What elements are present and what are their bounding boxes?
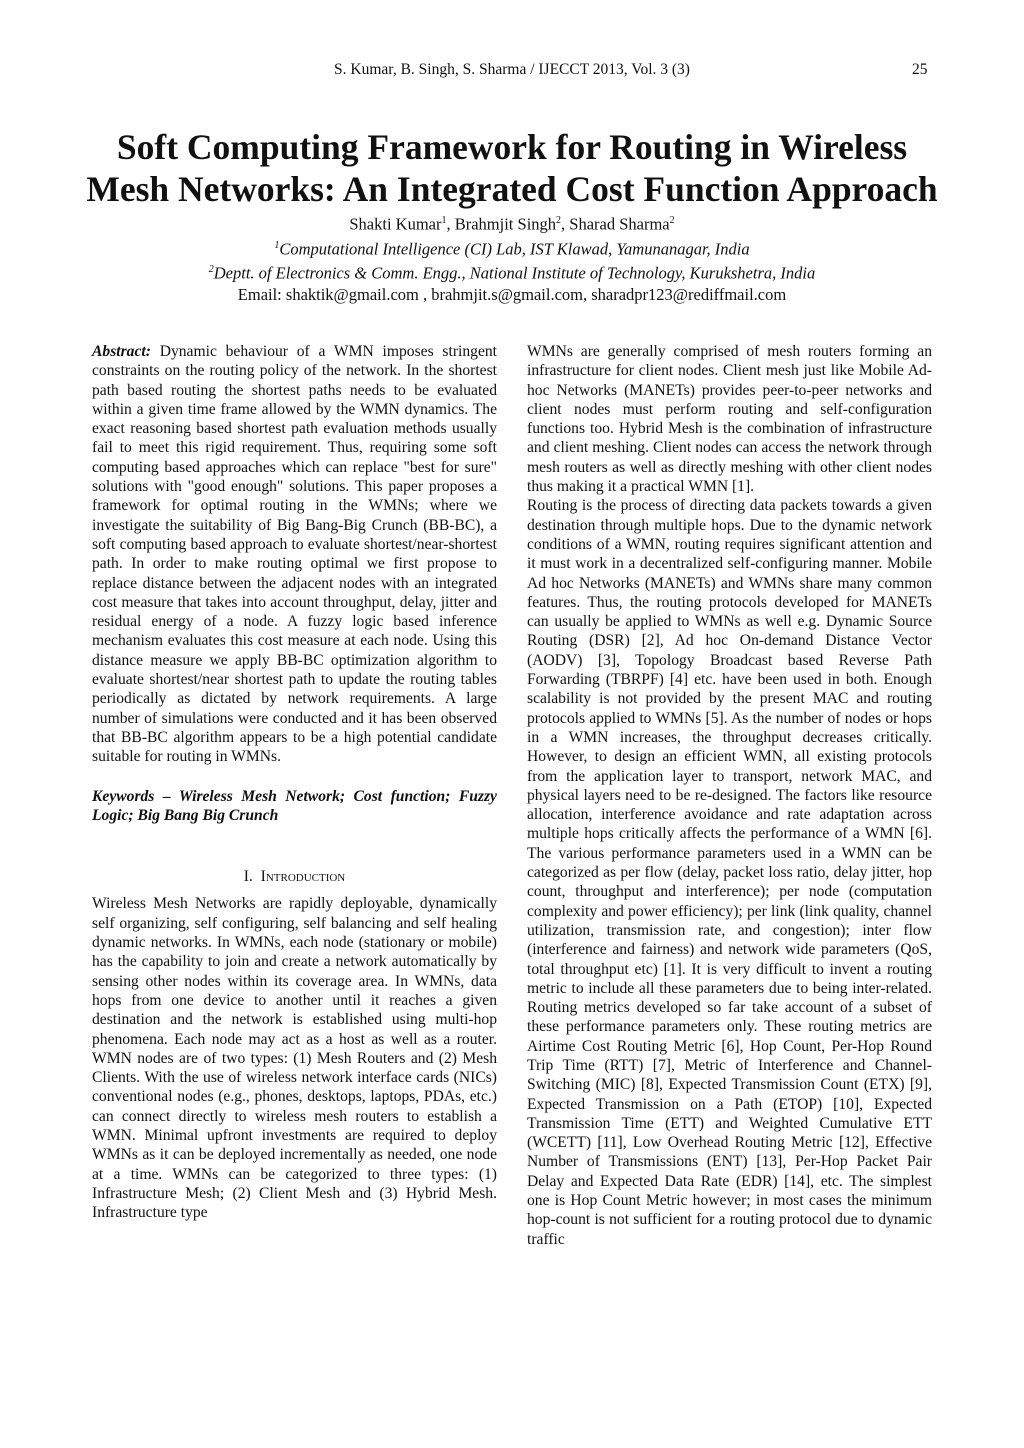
intro-paragraph-3: Routing is the process of directing data packets towards a given destination through multiple hops. Due to the dynamic network conditions of a WMN, routing requires significant attention and it must work in a decentralized self-configuring manner. Mobile Ad hoc Networks (MANETs) and WMNs share many common features. Thus, the routing protocols developed for MANETs can usually be applied to WMNs as well e.g. Dynamic Source Routing (DSR) [2], Ad hoc On-demand Distance Vector (AODV) [3], Topology Broadcast based Reverse Path Forwarding (TBRPF) [4] etc. have been used in both. Enough scalability is not provided by the present MAC and routing protocols applied to WMNs [5]. As the number of nodes or hops in a WMN increases, the throughput decreases critically. However, to design an efficient WMN, all existing protocols from the application layer to transport, network MAC, and physical layers need to be re-designed. The factors like resource allocation, interference avoidance and rate adaptation across multiple hops critically affects the performance of a WMN [6]. The various performance parameters used in a WMN can be categorized as per flow (delay, packet loss ratio, delay jitter, hop count, throughput and interference); per node (computation complexity and power efficiency); per link (link quality, channel utilization, transmission rate, and congestion); inter flow (interference and fairness) and network wide parameters (QoS, total throughput etc) [1]. It is very difficult to invent a routing metric to include all these parameters due to being inter-related. Routing metrics developed so far take account of a subset of these performance parameters only. These routing metrics are Airtime Cost Routing Metric [6], Hop Count, Per-Hop Round Trip Time (RTT) [7], Metric of Interference and Channel-Switching (MIC) [8], Expected Transmission Count (ETX) [9], Expected Transmission on a Path (ETOP) [10], Expected Transmission Time (ETT) and Weighted Cumulative ETT (WCETT) [11], Low Overhead Routing Metric [12], Effective Number of Transmissions (ENT) [13], Per-Hop Packet Pair Delay and Expected Data Rate (EDR) [14], etc. The simplest one is Hop Count Metric however; in most cases the minimum hop-count is not sufficient for a routing protocol due to dynamic traffic <box>527 497 932 1248</box>
author-names: Shakti Kumar$^1$, Brahmjit Singh$^2$, Sharad Sharma$^2$ <box>349 214 675 234</box>
affiliation-2-sup: 2 <box>208 264 214 275</box>
page-number: 25 <box>912 61 928 78</box>
affiliation-1 <box>40 235 984 260</box>
journal-citation: S. Kumar, B. Singh, S. Sharma / IJECCT 2013, Vol. 3 (3) <box>334 61 690 78</box>
left-column <box>92 342 497 1222</box>
affiliation-2 <box>40 259 984 284</box>
title-line-1: Soft Computing Framework for Routing in Wireless <box>116 127 908 167</box>
title-line-2: Mesh Networks: An Integrated Cost Function Approach <box>86 169 938 209</box>
keywords <box>92 787 497 826</box>
running-header <box>0 61 1024 83</box>
author-emails: Email: shaktik@gmail.com , brahmjit.s@gmail.com, sharadpr123@rediffmail.com <box>237 284 787 304</box>
author-3: Sharad Sharma <box>569 214 670 234</box>
abstract <box>92 342 497 767</box>
keywords-label: Keywords – <box>92 787 171 805</box>
intro-paragraph-2: WMNs are generally comprised of mesh routers forming an infrastructure for client nodes. Client mesh just like Mobile Ad-hoc Networks (MANETs) provides peer-to-peer networks and client nodes must perform routing and self-configuration functions too. Hybrid Mesh is the combination of infrastructure and client meshing. Client nodes can access the network through mesh routers as well as directly meshing with other client nodes thus making it a practical WMN [1]. <box>527 343 932 496</box>
abstract-label: Abstract: <box>92 343 151 360</box>
author-1: Shakti Kumar <box>349 214 442 234</box>
author-2: Brahmjit Singh <box>454 214 557 234</box>
author-block <box>40 210 984 305</box>
intro-paragraph-1: Wireless Mesh Networks are rapidly deployable, dynamically self organizing, self configuring, self balancing and self healing dynamic networks. In WMNs, each node (stationary or mobile) has the capability to join and create a network automatically by sensing other nodes within its coverage area. In WMNs, data hops from one device to another until it reaches a given destination and the network is established using multi-hop phenomena. Each node may act as a host as well as a router. WMN nodes are of two types: (1) Mesh Routers and (2) Mesh Clients. With the use of wireless network interface cards (NICs) conventional nodes (e.g., phones, desktops, laptops, PDAs, etc.) can connect directly to wireless mesh routers to establish a WMN. Minimal upfront investments are required to deploy WMNs as it can be deployed incrementally as needed, one node at a time. WMNs can be categorized to three types: (1) Infrastructure Mesh; (2) Client Mesh and (3) Hybrid Mesh. Infrastructure type <box>92 895 497 1222</box>
paper-title <box>40 126 984 210</box>
affiliation-1-sup: 1 <box>274 239 280 251</box>
section-heading-introduction <box>92 867 497 886</box>
section-title: Introduction <box>260 868 346 886</box>
author-2-sup: 2 <box>556 215 562 226</box>
right-column <box>527 342 932 1249</box>
affiliation-2-text: Deptt. of Electronics & Comm. Engg., National Institute of Technology, Kurukshetra, India <box>213 263 816 283</box>
affiliation-1-text: Computational Intelligence (CI) Lab, IST Klawad, Yamunanagar, India <box>279 239 750 258</box>
abstract-text: Dynamic behaviour of a WMN imposes stringent constraints on the routing policy of the network. In the shortest path based routing the shortest paths needs to be evaluated within a given time frame allowed by the WMN dynamics. The exact reasoning based shortest path evaluation methods usually fail to meet this rigid requirement. Thus, requiring some soft computing based approaches which can replace "best for sure" solutions with "good enough" solutions. This paper proposes a framework for optimal routing in the WMNs; where we investigate the suitability of Big Bang-Big Crunch (BB-BC), a soft computing based approach to evaluate shortest/near-shortest path. In order to make routing optimal we first propose to replace distance between the adjacent nodes with an integrated cost measure that takes into account throughput, delay, jitter and residual energy of a node. A fuzzy logic based inference mechanism evaluates this cost measure at each node. Using this distance measure we apply BB-BC optimization algorithm to evaluate shortest/near shortest path to update the routing tables periodically as dictated by network requirements. A large number of simulations were conducted and it has been observed that BB-BC algorithm appears to be a high potential candidate suitable for routing in WMNs. <box>92 343 497 766</box>
author-1-sup: 1 <box>441 215 447 226</box>
author-3-sup: 2 <box>669 215 675 226</box>
section-number: I. <box>243 868 253 886</box>
keywords-text: Wireless Mesh Network; Cost function; Fuzzy Logic; Big Bang Big Crunch <box>92 787 497 824</box>
